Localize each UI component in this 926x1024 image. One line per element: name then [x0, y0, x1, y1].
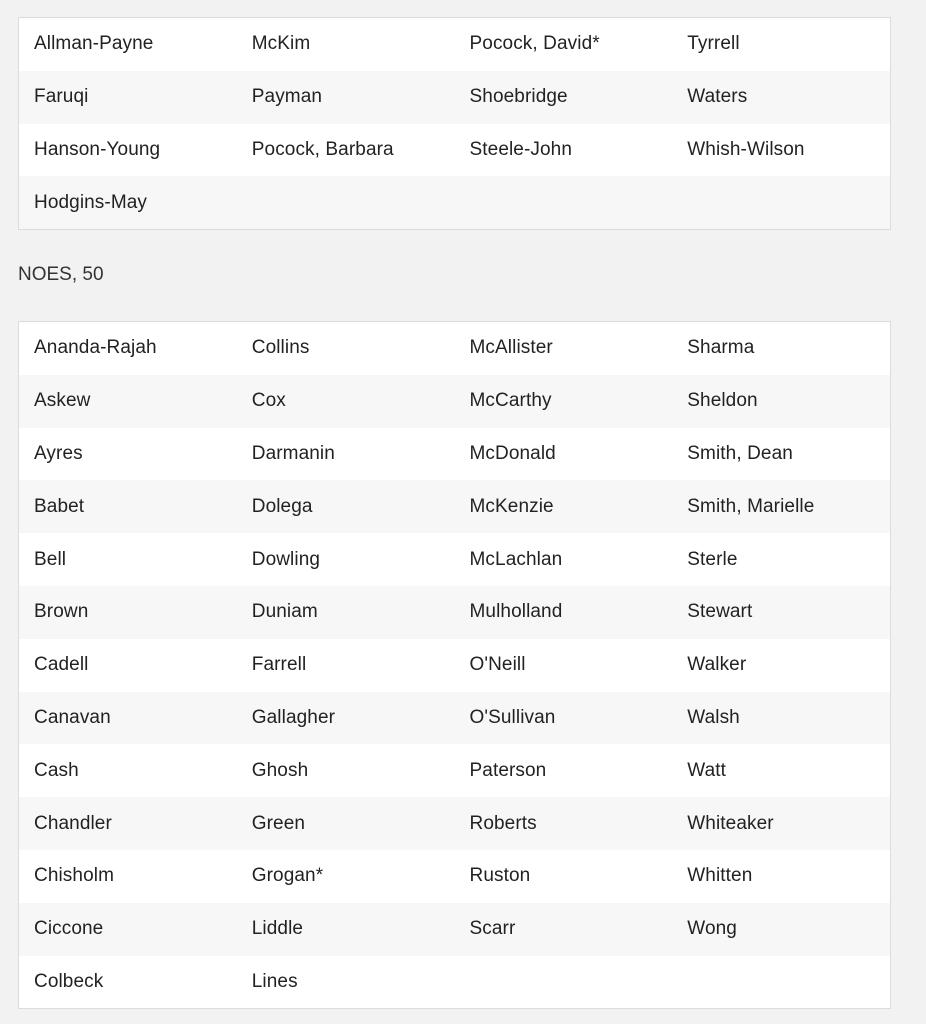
senator-name-cell: Bell	[34, 548, 67, 570]
senator-name-cell: Ayres	[34, 442, 83, 464]
senator-name-cell: Walker	[687, 654, 747, 676]
table-row	[19, 586, 890, 639]
table-row	[19, 124, 890, 177]
senator-name-cell: Faruqi	[34, 86, 89, 108]
senator-name-cell: Watt	[687, 759, 727, 781]
table-row	[19, 692, 890, 745]
senator-name-cell: Waters	[687, 86, 748, 108]
senator-name-cell: Lines	[251, 970, 298, 992]
table-row	[19, 956, 890, 1009]
senator-name-cell: Smith, Marielle	[687, 495, 815, 517]
senator-name-cell: Brown	[34, 601, 89, 623]
senator-name-cell: Roberts	[469, 812, 537, 834]
senator-name-cell: Dolega	[251, 495, 313, 517]
table-row	[19, 480, 890, 533]
senator-name-cell: O'Sullivan	[469, 706, 556, 728]
senator-name-cell: Scarr	[469, 918, 516, 940]
senator-name-cell: Gallagher	[251, 706, 336, 728]
senator-name-cell: Shoebridge	[469, 86, 568, 108]
table-row	[19, 428, 890, 481]
table-row	[19, 850, 890, 903]
noes-table	[18, 321, 891, 1009]
table-row	[19, 71, 890, 124]
senator-name-cell: Whitten	[687, 865, 753, 887]
table-row	[19, 375, 890, 428]
senator-name-cell: Ghosh	[251, 759, 309, 781]
senator-name-cell: Cox	[251, 390, 286, 412]
senator-name-cell: Grogan*	[251, 865, 324, 887]
table-row	[19, 744, 890, 797]
senator-name-cell: Green	[251, 812, 306, 834]
senator-name-cell: McLachlan	[469, 548, 563, 570]
senator-name-cell: Collins	[251, 337, 310, 359]
senator-name-cell: Duniam	[251, 601, 318, 623]
senator-name-cell: Cash	[34, 759, 79, 781]
senator-name-cell: Tyrrell	[687, 33, 740, 55]
senator-name-cell: Farrell	[251, 654, 307, 676]
senator-name-cell: Sheldon	[687, 390, 758, 412]
table-row	[19, 797, 890, 850]
senator-name-cell: Pocock, David*	[469, 33, 600, 55]
senator-name-cell: Paterson	[469, 759, 547, 781]
senator-name-cell: O'Neill	[469, 654, 526, 676]
senator-name-cell: Pocock, Barbara	[251, 138, 394, 160]
senator-name-cell: Ruston	[469, 865, 531, 887]
senator-name-cell: Darmanin	[251, 442, 335, 464]
senator-name-cell: McAllister	[469, 337, 553, 359]
table-row	[19, 533, 890, 586]
senator-name-cell: Canavan	[34, 706, 111, 728]
table-row	[19, 176, 890, 229]
senator-name-cell: Steele-John	[469, 138, 573, 160]
senator-name-cell: Liddle	[251, 918, 304, 940]
senator-name-cell: Ciccone	[34, 918, 104, 940]
senator-name-cell: Smith, Dean	[687, 442, 793, 464]
senator-name-cell: Payman	[251, 86, 323, 108]
senator-name-cell: Chisholm	[34, 865, 114, 887]
senator-name-cell: Askew	[34, 390, 91, 412]
senator-name-cell: Wong	[687, 918, 737, 940]
senator-name-cell: Mulholland	[469, 601, 563, 623]
senator-name-cell: Allman-Payne	[34, 33, 154, 55]
table-row	[19, 18, 890, 71]
senator-name-cell: Dowling	[251, 548, 321, 570]
ayes-table	[18, 17, 891, 230]
senator-name-cell: McKim	[251, 33, 311, 55]
senator-name-cell: McCarthy	[469, 390, 552, 412]
senator-name-cell: Whiteaker	[687, 812, 774, 834]
senator-name-cell: Sterle	[687, 548, 738, 570]
senator-name-cell: Babet	[34, 495, 85, 517]
table-row	[19, 322, 890, 375]
senator-name-cell: McDonald	[469, 442, 556, 464]
senator-name-cell: Cadell	[34, 654, 89, 676]
senator-name-cell: Stewart	[687, 601, 753, 623]
senator-name-cell: Hodgins-May	[34, 191, 148, 213]
senator-name-cell: Hanson-Young	[34, 138, 161, 160]
senator-name-cell: Whish-Wilson	[687, 138, 805, 160]
table-row	[19, 639, 890, 692]
senator-name-cell: Chandler	[34, 812, 112, 834]
senator-name-cell: Ananda-Rajah	[34, 337, 157, 359]
senator-name-cell: Sharma	[687, 337, 755, 359]
noes-heading: NOES, 50	[18, 264, 104, 285]
senator-name-cell: Walsh	[687, 706, 740, 728]
senator-name-cell: Colbeck	[34, 970, 104, 992]
senator-name-cell: McKenzie	[469, 495, 554, 517]
table-row	[19, 903, 890, 956]
